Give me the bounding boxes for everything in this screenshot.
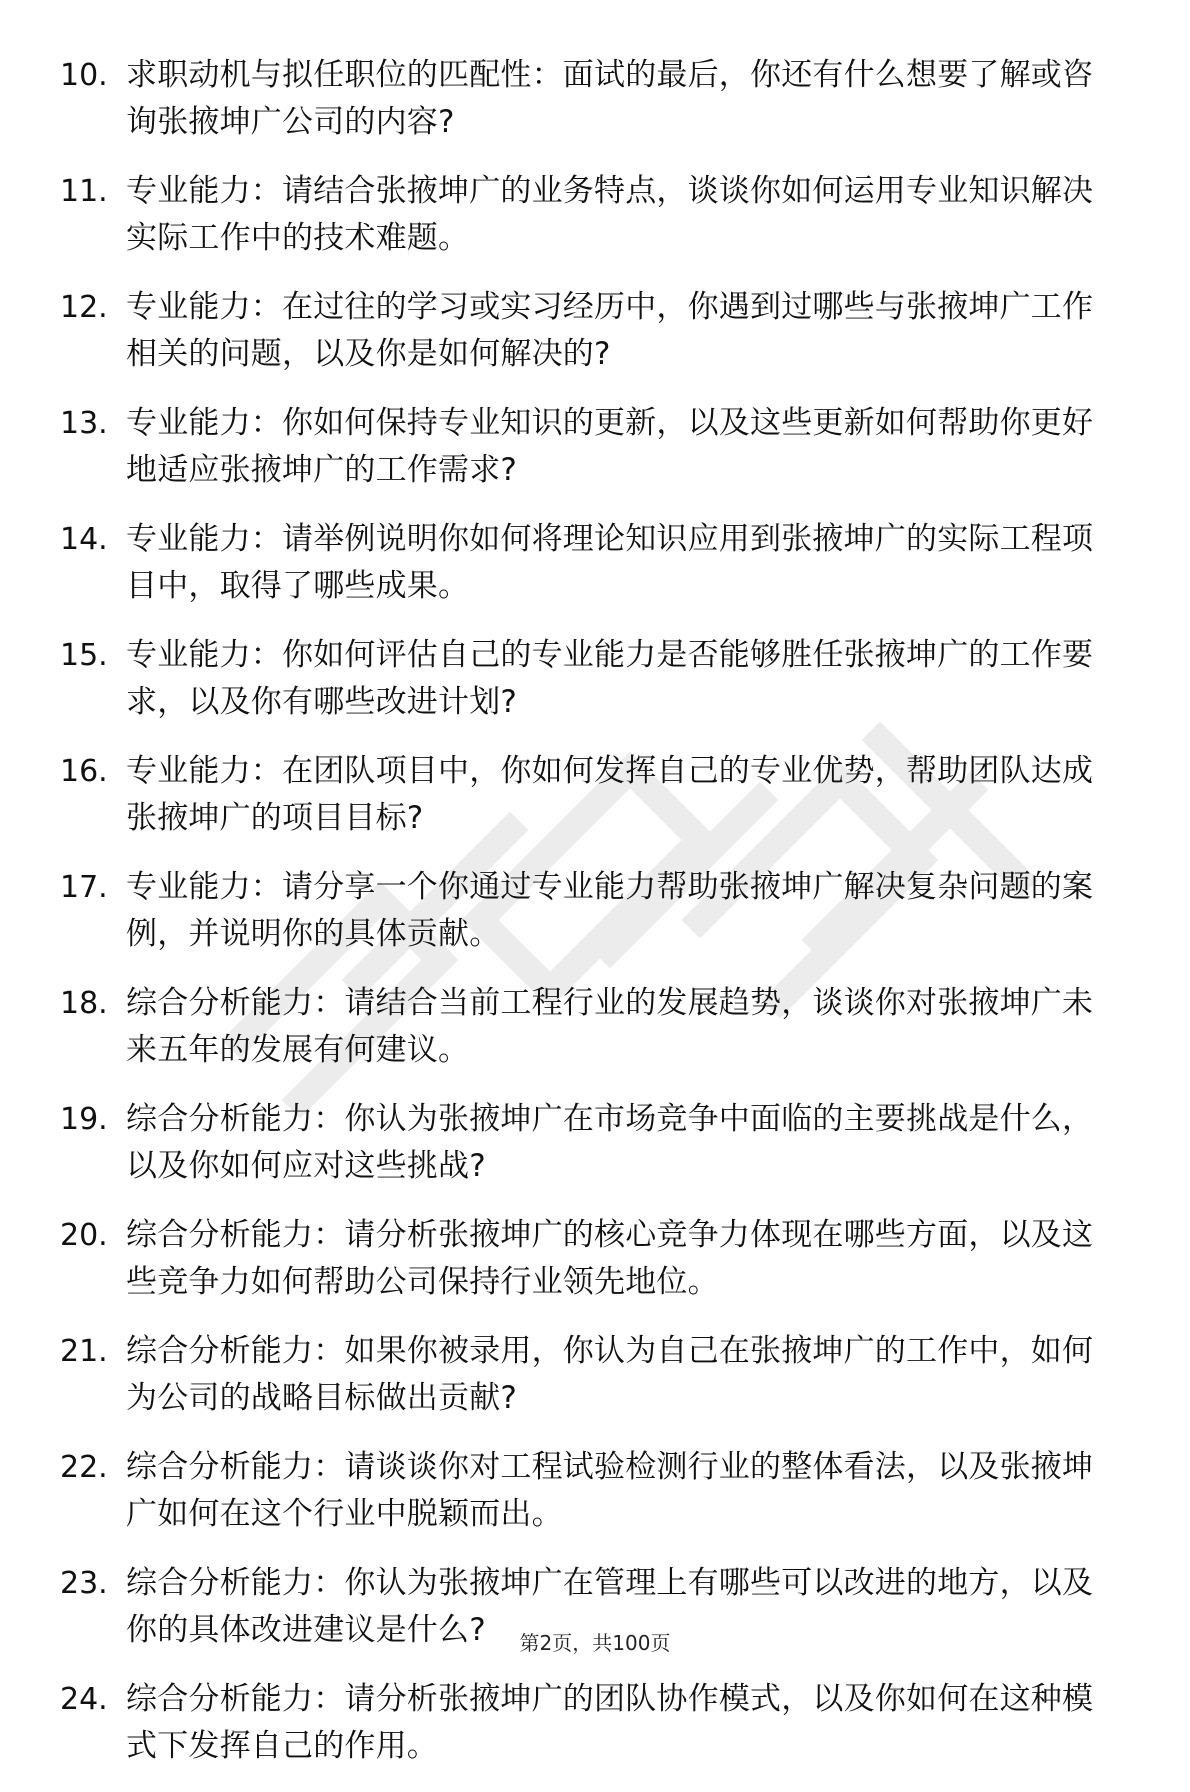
question-text: 专业能力：你如何保持专业知识的更新，以及这些更新如何帮助你更好地适应张掖坤广的工作需求?	[126, 405, 1094, 488]
question-item	[60, 1676, 1120, 1770]
question-item	[60, 864, 1120, 958]
question-number: 21.	[60, 1334, 108, 1369]
question-text: 专业能力：在团队项目中，你如何发挥自己的专业优势，帮助团队达成张掖坤广的项目目标?	[126, 753, 1094, 836]
question-text: 专业能力：在过往的学习或实习经历中，你遇到过哪些与张掖坤广工作相关的问题，以及你是如何解决的?	[126, 289, 1094, 372]
question-item	[60, 516, 1120, 610]
question-item	[60, 1096, 1120, 1190]
question-text: 专业能力：请举例说明你如何将理论知识应用到张掖坤广的实际工程项目中，取得了哪些成果。	[126, 521, 1094, 604]
question-text: 求职动机与拟任职位的匹配性：面试的最后，你还有什么想要了解或咨询张掖坤广公司的内容?	[126, 57, 1094, 140]
question-item	[60, 52, 1120, 146]
question-text: 综合分析能力：你认为张掖坤广在市场竞争中面临的主要挑战是什么，以及你如何应对这些挑战?	[126, 1101, 1094, 1184]
question-item	[60, 400, 1120, 494]
question-item	[60, 632, 1120, 726]
question-number: 10.	[60, 58, 108, 93]
question-item	[60, 1444, 1120, 1538]
question-text: 专业能力：你如何评估自己的专业能力是否能够胜任张掖坤广的工作要求，以及你有哪些改进计划?	[126, 637, 1094, 720]
question-number: 14.	[60, 522, 108, 557]
question-number: 24.	[60, 1682, 108, 1717]
question-number: 12.	[60, 290, 108, 325]
question-number: 11.	[60, 174, 108, 209]
question-number: 16.	[60, 754, 108, 789]
question-number: 15.	[60, 638, 108, 673]
page-footer: 第2页，共100页	[519, 1631, 671, 1655]
question-item	[60, 1328, 1120, 1422]
question-item	[60, 168, 1120, 262]
question-text: 综合分析能力：如果你被录用，你认为自己在张掖坤广的工作中，如何为公司的战略目标做出贡献?	[126, 1333, 1094, 1416]
question-text: 综合分析能力：请分析张掖坤广的核心竞争力体现在哪些方面，以及这些竞争力如何帮助公司保持行业领先地位。	[126, 1217, 1094, 1300]
question-text: 专业能力：请结合张掖坤广的业务特点，谈谈你如何运用专业知识解决实际工作中的技术难题。	[126, 173, 1094, 256]
question-text: 综合分析能力：请谈谈你对工程试验检测行业的整体看法，以及张掖坤广如何在这个行业中脱颖而出。	[126, 1449, 1094, 1532]
question-number: 20.	[60, 1218, 108, 1253]
question-number: 13.	[60, 406, 108, 441]
question-item	[60, 980, 1120, 1074]
question-number: 18.	[60, 986, 108, 1021]
question-number: 19.	[60, 1102, 108, 1137]
question-item	[60, 748, 1120, 842]
question-number: 23.	[60, 1566, 108, 1601]
question-text: 综合分析能力：你认为张掖坤广在管理上有哪些可以改进的地方，以及你的具体改进建议是什么?	[126, 1565, 1094, 1648]
question-item	[60, 1212, 1120, 1306]
question-number: 17.	[60, 870, 108, 905]
question-item	[60, 284, 1120, 378]
question-number: 22.	[60, 1450, 108, 1485]
question-text: 专业能力：请分享一个你通过专业能力帮助张掖坤广解决复杂问题的案例，并说明你的具体贡献。	[126, 869, 1094, 952]
question-list	[60, 52, 1120, 1792]
question-text: 综合分析能力：请结合当前工程行业的发展趋势，谈谈你对张掖坤广未来五年的发展有何建议。	[126, 985, 1094, 1068]
question-text: 综合分析能力：请分析张掖坤广的团队协作模式，以及你如何在这种模式下发挥自己的作用。	[126, 1681, 1094, 1764]
